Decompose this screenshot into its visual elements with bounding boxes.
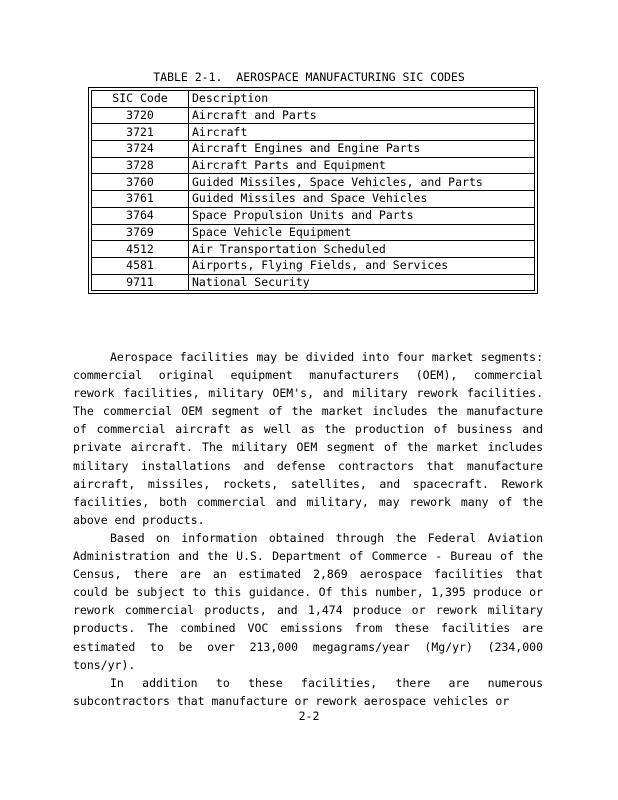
description-cell: Aircraft (189, 124, 535, 141)
sic-codes-table (91, 90, 535, 291)
description-cell: Space Vehicle Equipment (189, 224, 535, 241)
description-cell: Guided Missiles, Space Vehicles, and Parts (189, 174, 535, 191)
paragraph-subcontractors: In addition to these facilities, there are numerous subcontractors that manufacture or rework aerospace vehicles or (73, 675, 543, 708)
table-body (92, 107, 535, 291)
description-cell: Space Propulsion Units and Parts (189, 207, 535, 224)
table-title: TABLE 2-1. AEROSPACE MANUFACTURING SIC CODES (153, 70, 465, 84)
sic-code-cell: 3721 (92, 124, 189, 141)
column-header-description: Description (189, 91, 535, 108)
sic-code-cell: 3769 (92, 224, 189, 241)
column-header-sic-code: SIC Code (92, 91, 189, 108)
table-row (92, 207, 535, 224)
page-number: 2-2 (298, 709, 320, 723)
sic-code-cell: 3760 (92, 174, 189, 191)
table-row (92, 174, 535, 191)
sic-codes-table-frame (88, 87, 538, 294)
table-header-row (92, 91, 535, 108)
sic-code-cell: 9711 (92, 274, 189, 291)
sic-code-cell: 3720 (92, 107, 189, 124)
description-cell: Aircraft and Parts (189, 107, 535, 124)
paragraph-market-segments: Aerospace facilities may be divided into four market segments: commercial original equipment manufacturers (OEM), commercial rework facilities, military OEM's, and military rework facilities. The commercial OEM segment of the market includes the manufacture of commercial aircraft as well as the production of business and private aircraft. The military OEM segment of the market includes military installations and defense contractors that manufacture aircraft, missiles, rockets, satellites, and spacecraft. Rework facilities, both commercial and military, may rework many of the above end products. (73, 350, 543, 527)
table-row (92, 191, 535, 208)
table-row (92, 274, 535, 291)
paragraph-facility-estimates: Based on information obtained through the Federal Aviation Administration and the U.S. Department of Commerce - Bureau of the Census, there are an estimated 2,869 aerospace facilities that could be subject to this guidance. Of this number, 1,395 produce or rework commercial products, and 1,474 produce or rework military products. The combined VOC emissions from these facilities are estimated to be over 213,000 megagrams/year (Mg/yr) (234,000 tons/yr). (73, 530, 543, 672)
sic-code-cell: 3764 (92, 207, 189, 224)
description-cell: National Security (189, 274, 535, 291)
description-cell: Aircraft Parts and Equipment (189, 157, 535, 174)
sic-code-cell: 4581 (92, 257, 189, 274)
table-row (92, 241, 535, 258)
body-text (73, 348, 543, 710)
description-cell: Airports, Flying Fields, and Services (189, 257, 535, 274)
table-row (92, 141, 535, 158)
description-cell: Aircraft Engines and Engine Parts (189, 141, 535, 158)
table-row (92, 124, 535, 141)
sic-code-cell: 3724 (92, 141, 189, 158)
table-row (92, 224, 535, 241)
sic-code-cell: 4512 (92, 241, 189, 258)
sic-code-cell: 3761 (92, 191, 189, 208)
description-cell: Guided Missiles and Space Vehicles (189, 191, 535, 208)
sic-code-cell: 3728 (92, 157, 189, 174)
description-cell: Air Transportation Scheduled (189, 241, 535, 258)
table-row (92, 257, 535, 274)
table-row (92, 157, 535, 174)
table-row (92, 107, 535, 124)
